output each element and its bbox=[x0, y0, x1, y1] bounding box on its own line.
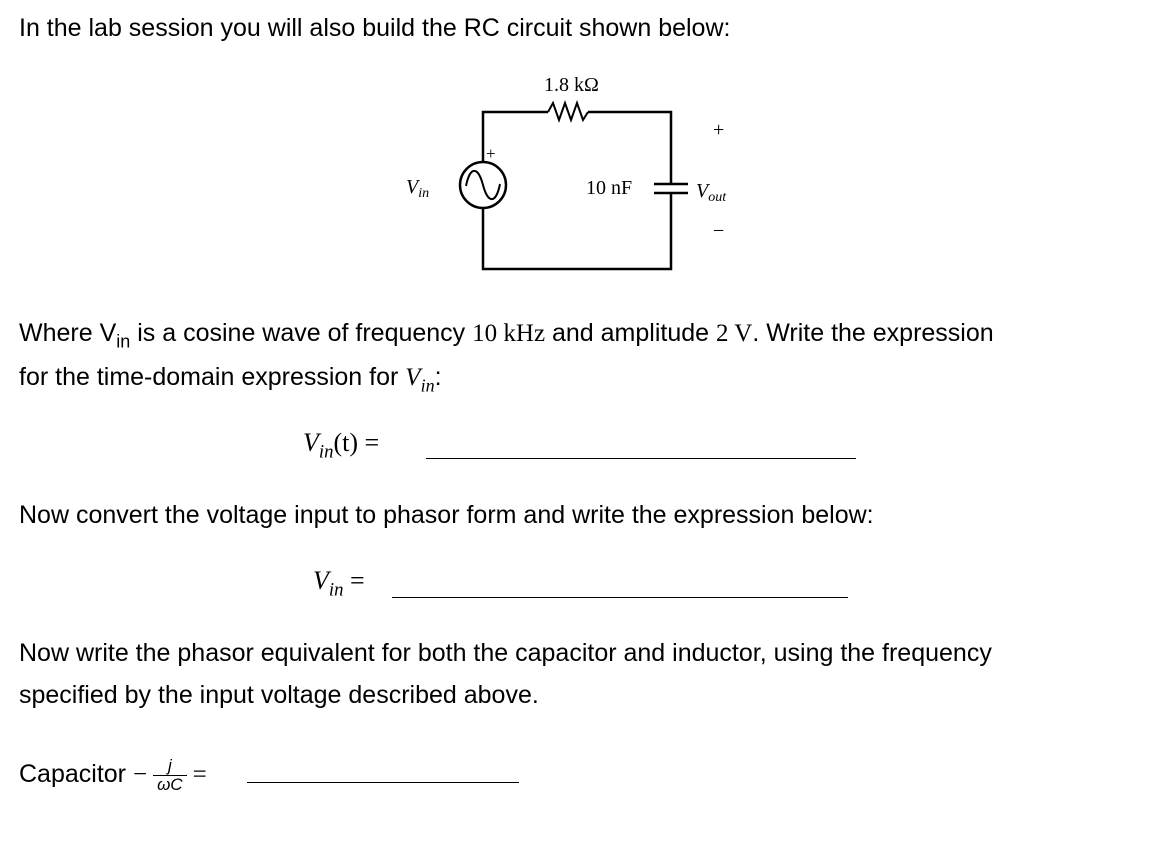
eq1-main: V bbox=[303, 428, 319, 457]
vin-source-main: V bbox=[406, 176, 419, 198]
q1-colon: : bbox=[434, 363, 442, 391]
q1-line2: for the time-domain expression for bbox=[19, 363, 406, 391]
q1-part2: is a cosine wave of frequency bbox=[130, 319, 473, 347]
equation-vin-phasor bbox=[313, 566, 365, 602]
rc-circuit-diagram bbox=[380, 60, 760, 280]
bottom-wire bbox=[483, 193, 671, 269]
q1-part1: Where V bbox=[19, 319, 117, 347]
capacitor-denominator: ωC bbox=[157, 774, 183, 794]
eq2-main: V bbox=[313, 566, 329, 595]
vout-main: V bbox=[696, 180, 709, 202]
capacitor-numerator: j bbox=[153, 757, 187, 776]
q1-var-sub: in bbox=[420, 375, 435, 396]
vout-sub: out bbox=[708, 190, 727, 205]
eq1-sub: in bbox=[318, 441, 334, 463]
capacitor-label: Capacitor bbox=[19, 760, 126, 788]
question-2-text: Now convert the voltage input to phasor form and write the expression below: bbox=[19, 501, 874, 529]
eq2-sub: in bbox=[328, 579, 344, 601]
equation-vin-time bbox=[303, 428, 379, 464]
source-plus-sign: + bbox=[486, 144, 496, 163]
vout-label bbox=[696, 180, 727, 205]
vout-minus-sign: − bbox=[713, 220, 725, 242]
q1-part4: . Write the expression bbox=[752, 319, 994, 347]
q1-amplitude: 2 V bbox=[716, 320, 753, 347]
q1-var-main: V bbox=[405, 364, 421, 391]
question-3-line-1: Now write the phasor equivalent for both the capacitor and inductor, using the frequency bbox=[19, 639, 992, 667]
vin-source-sub: in bbox=[418, 186, 430, 201]
capacitor-fraction bbox=[153, 757, 187, 794]
capacitor-expression bbox=[19, 752, 207, 797]
vin-source-label bbox=[406, 176, 429, 201]
answer-blank-capacitor[interactable] bbox=[247, 782, 519, 783]
capacitor-label: 10 nF bbox=[586, 177, 633, 199]
intro-text: In the lab session you will also build the RC circuit shown below: bbox=[19, 14, 731, 42]
question-3-line-2: specified by the input voltage described above. bbox=[19, 681, 539, 709]
eq1-rest: (t) = bbox=[333, 428, 380, 457]
q1-vin-sub: in bbox=[116, 331, 131, 352]
q1-part3: and amplitude bbox=[545, 319, 716, 347]
question-1-line-2 bbox=[19, 355, 442, 407]
resistor-label: 1.8 kΩ bbox=[544, 74, 599, 96]
answer-blank-time-domain[interactable] bbox=[426, 458, 856, 459]
capacitor-equals: = bbox=[192, 761, 207, 788]
vout-plus-sign: + bbox=[713, 119, 725, 141]
top-right-wire bbox=[588, 112, 671, 184]
resistor-zigzag bbox=[548, 103, 588, 120]
answer-blank-phasor[interactable] bbox=[392, 597, 848, 598]
q1-frequency: 10 kHz bbox=[472, 320, 546, 347]
eq2-rest: = bbox=[343, 566, 365, 595]
capacitor-minus: − bbox=[132, 761, 148, 788]
